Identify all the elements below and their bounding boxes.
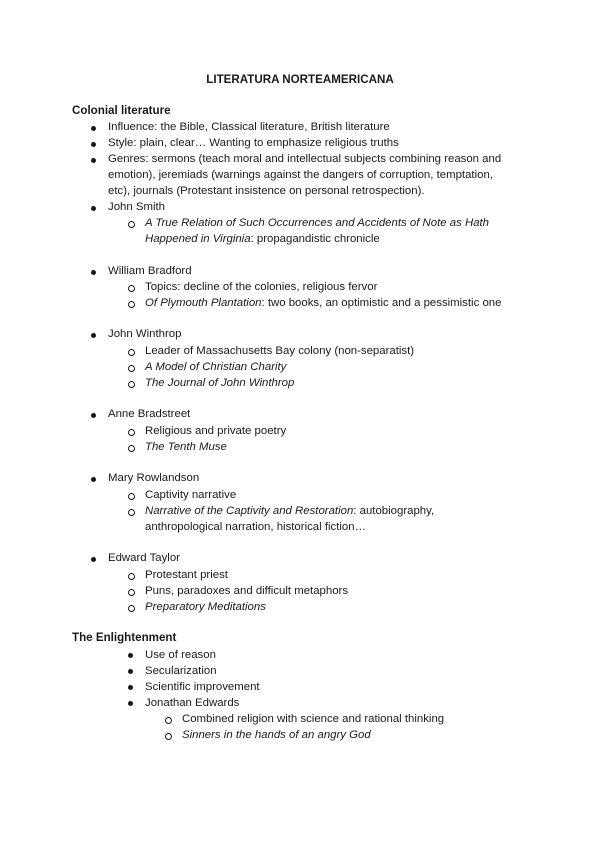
bullet-dot — [128, 653, 133, 658]
list-item-john-smith: John Smith — [108, 201, 165, 213]
sublist-item-taylor-puns: Puns, paradoxes and difficult metaphors — [145, 585, 349, 597]
list-item-scientific-improvement: Scientific improvement — [145, 681, 260, 693]
list-item-jonathan-edwards: Jonathan Edwards — [145, 697, 240, 709]
list-item-john-winthrop: John Winthrop — [108, 328, 182, 340]
sublist-item-taylor-priest: Protestant priest — [145, 569, 228, 581]
sublist-item-winthrop-work2: The Journal of John Winthrop — [145, 377, 295, 389]
bullet-circle — [128, 285, 135, 292]
bullet-circle — [165, 733, 172, 740]
list-item-edward-taylor: Edward Taylor — [108, 552, 180, 564]
bullet-dot — [91, 158, 96, 163]
bullet-dot — [128, 669, 133, 674]
bullet-dot — [91, 477, 96, 482]
sublist-item-smith-work-line1: A True Relation of Such Occurrences and Accidents of Note as Hath — [145, 217, 489, 229]
bullet-dot — [91, 557, 96, 562]
list-item-use-of-reason: Use of reason — [145, 649, 216, 661]
list-item-secularization: Secularization — [145, 665, 217, 677]
bullet-circle — [128, 445, 135, 452]
sublist-item-edwards-combined: Combined religion with science and rational thinking — [182, 713, 445, 725]
list-item-william-bradford: William Bradford — [108, 265, 192, 277]
sublist-item-smith-work-line2: Happened in Virginia: propagandistic chronicle — [145, 233, 380, 245]
bullet-dot — [91, 126, 96, 131]
list-item-genres-line3: etc), journals (Protestant insistence on personal retrospection). — [108, 185, 425, 197]
bullet-circle — [128, 605, 135, 612]
bullet-circle — [165, 717, 172, 724]
bullet-dot — [91, 333, 96, 338]
sublist-item-bradstreet-work: The Tenth Muse — [145, 441, 227, 453]
section-heading-colonial: Colonial literature — [72, 104, 171, 117]
bullet-dot — [91, 270, 96, 275]
bullet-dot — [91, 142, 96, 147]
sublist-item-winthrop-work1: A Model of Christian Charity — [145, 361, 287, 373]
list-item-influence: Influence: the Bible, Classical literature, British literature — [108, 121, 390, 133]
bullet-dot — [91, 413, 96, 418]
bullet-circle — [128, 381, 135, 388]
list-item-anne-bradstreet: Anne Bradstreet — [108, 408, 191, 420]
bullet-circle — [128, 301, 135, 308]
sublist-item-taylor-work: Preparatory Meditations — [145, 601, 266, 613]
bullet-circle — [128, 429, 135, 436]
sublist-item-rowlandson-work-line2: anthropological narration, historical fiction… — [145, 521, 366, 533]
bullet-dot — [91, 206, 96, 211]
list-item-genres-line1: Genres: sermons (teach moral and intellectual subjects combining reason and — [108, 153, 502, 165]
list-item-mary-rowlandson: Mary Rowlandson — [108, 472, 200, 484]
bullet-circle — [128, 509, 135, 516]
sublist-item-edwards-work: Sinners in the hands of an angry God — [182, 729, 371, 741]
sublist-item-bradford-topics: Topics: decline of the colonies, religious fervor — [145, 281, 378, 293]
bullet-circle — [128, 589, 135, 596]
bullet-dot — [128, 701, 133, 706]
bullet-circle — [128, 365, 135, 372]
sublist-item-rowlandson-work-line1: Narrative of the Captivity and Restoration: autobiography, — [145, 505, 435, 517]
bullet-circle — [128, 221, 135, 228]
sublist-item-bradford-work: Of Plymouth Plantation: two books, an optimistic and a pessimistic one — [145, 297, 502, 309]
bullet-dot — [128, 685, 133, 690]
sublist-item-rowlandson-captivity: Captivity narrative — [145, 489, 237, 501]
list-item-genres-line2: emotion), jeremiads (warnings against the dangers of corruption, temptation, — [108, 169, 493, 181]
bullet-circle — [128, 493, 135, 500]
bullet-circle — [128, 573, 135, 580]
sublist-item-bradstreet-poetry: Religious and private poetry — [145, 425, 287, 437]
sublist-item-winthrop-leader: Leader of Massachusetts Bay colony (non-separatist) — [145, 345, 415, 357]
section-heading-enlightenment: The Enlightenment — [72, 631, 177, 644]
list-item-style: Style: plain, clear… Wanting to emphasize religious truths — [108, 137, 399, 149]
document-title: LITERATURA NORTEAMERICANA — [206, 73, 394, 86]
bullet-circle — [128, 349, 135, 356]
